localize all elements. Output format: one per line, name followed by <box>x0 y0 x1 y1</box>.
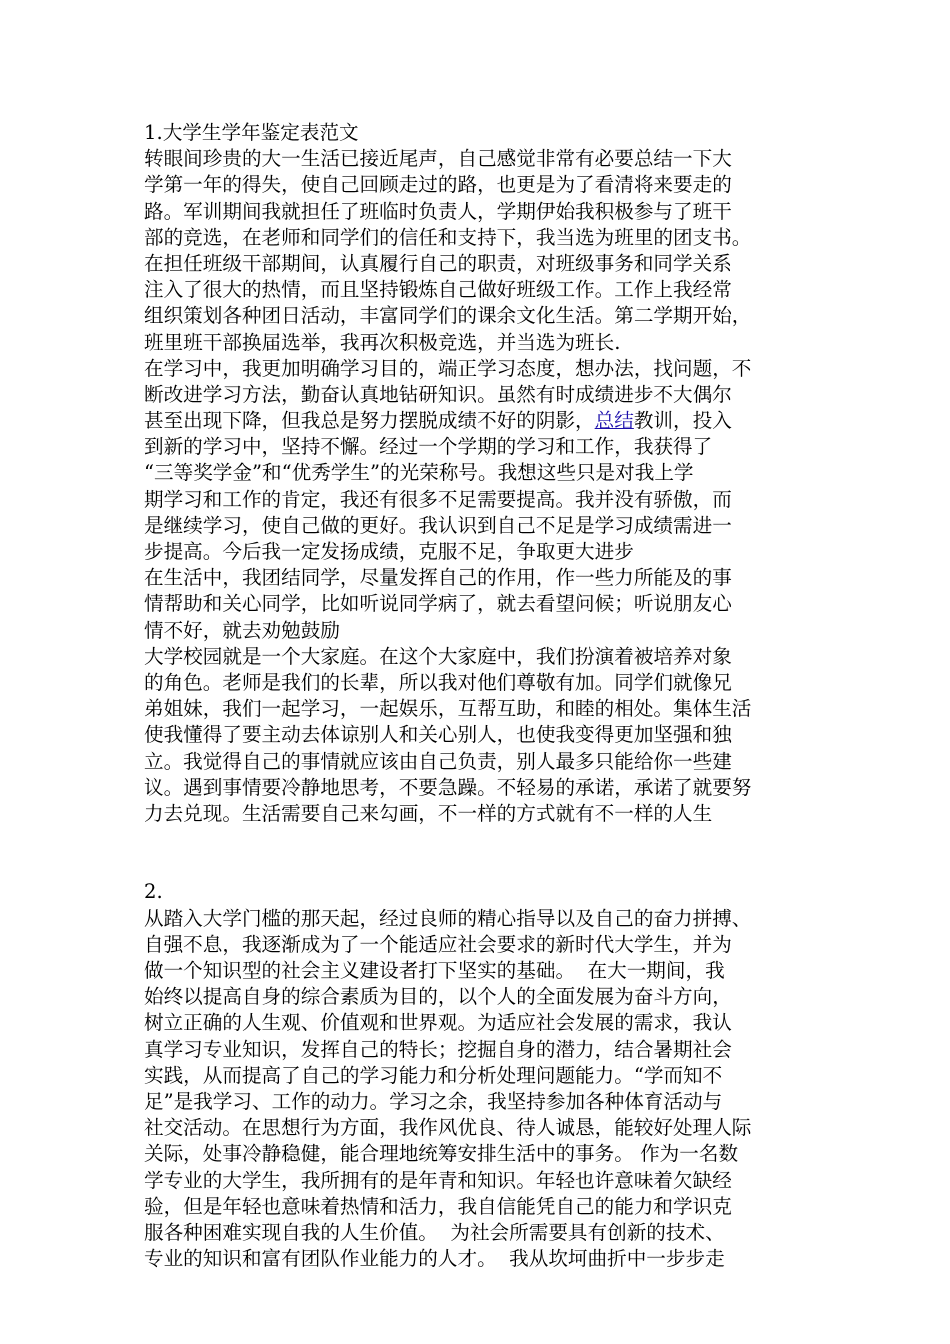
link-line-before: 甚至出现下降，但我总是努力摆脱成绩不好的阴影， <box>144 409 595 433</box>
text-line: 注入了很大的热情，而且坚持锻炼自己做好班级工作。工作上我经常 <box>144 278 732 302</box>
text-line: 大学校园就是一个大家庭。在这个大家庭中，我们扮演着被培养对象 <box>144 644 732 668</box>
text-line: 在担任班级干部期间，认真履行自己的职责，对班级事务和同学关系 <box>144 251 732 275</box>
section-1-lines-a <box>144 146 844 408</box>
link-line-after: 教训，投入 <box>633 409 732 433</box>
text-line: 实践，从而提高了自己的学习能力和分析处理问题能力。“学而知不 <box>144 1063 723 1087</box>
text-line: 做一个知识型的社会主义建设者打下坚实的基础。 在大一期间，我 <box>144 959 725 983</box>
text-line: 期学习和工作的肯定，我还有很多不足需要提高。我并没有骄傲，而 <box>144 487 732 511</box>
text-line: 社交活动。在思想行为方面，我作风优良、待人诚恳，能较好处理人际 <box>144 1116 752 1140</box>
document-page <box>144 120 844 1272</box>
text-line: 足”是我学习、工作的动力。学习之余，我坚持参加各种体育活动与 <box>144 1089 723 1113</box>
text-line: 班里班干部换届选举，我再次积极竞选，并当选为班长. <box>144 330 621 354</box>
text-line: 验，但是年轻也意味着热情和活力，我自信能凭自己的能力和学识克 <box>144 1194 732 1218</box>
text-line: 步提高。今后我一定发扬成绩，克服不足，争取更大进步 <box>144 540 634 563</box>
text-line: 的角色。老师是我们的长辈，所以我对他们尊敬有加。同学们就像兄 <box>144 670 732 694</box>
text-line: 力去兑现。生活需要自己来勾画，不一样的方式就有不一样的人生 <box>144 801 713 825</box>
text-line: 断改进学习方法，勤奋认真地钻研知识。虽然有时成绩进步不大偶尔 <box>144 382 732 406</box>
text-line: 弟姐妹，我们一起学习，一起娱乐，互帮互助，和睦的相处。集体生活 <box>144 697 752 721</box>
section-2-lines <box>144 906 844 1273</box>
text-line: 在学习中，我更加明确学习目的，端正学习态度，想办法，找问题，不 <box>144 356 752 380</box>
section-1-title: 1.大学生学年鉴定表范文 <box>144 121 359 144</box>
text-line: 立。我觉得自己的事情就应该由自己负责，别人最多只能给你一些建 <box>144 749 732 773</box>
text-line: 从踏入大学门槛的那天起，经过良师的精心指导以及自己的奋力拼搏、 <box>144 906 752 930</box>
text-line: 组织策划各种团日活动，丰富同学们的课余文化生活。第二学期开始， <box>144 304 752 328</box>
text-line: 真学习专业知识，发挥自己的特长；挖掘自身的潜力，结合暑期社会 <box>144 1037 732 1061</box>
text-line: 在生活中，我团结同学，尽量发挥自己的作用，作一些力所能及的事 <box>144 566 732 590</box>
text-line: 是继续学习，使自己做的更好。我认识到自己不足是学习成绩需进一 <box>144 513 732 537</box>
text-line: 树立正确的人生观、价值观和世界观。为适应社会发展的需求，我认 <box>144 1011 732 1035</box>
text-line: 自强不息，我逐渐成为了一个能适应社会要求的新时代大学生，并为 <box>144 932 732 956</box>
text-line: 始终以提高自身的综合素质为目的，以个人的全面发展为奋斗方向， <box>144 985 732 1009</box>
text-line: 服各种困难实现自我的人生价值。 为社会所需要具有创新的技术、 <box>144 1220 725 1244</box>
text-line: 情不好，就去劝勉鼓励 <box>144 618 340 642</box>
text-line: 情帮助和关心同学，比如听说同学病了，就去看望问候；听说朋友心 <box>144 592 732 616</box>
text-line: 关际，处事冷静稳健，能合理地统筹安排生活中的事务。 作为一名数 <box>144 1142 739 1166</box>
text-line: 议。遇到事情要冷静地思考，不要急躁。不轻易的承诺，承诺了就要努 <box>144 775 752 799</box>
text-line: 转眼间珍贵的大一生活已接近尾声，自己感觉非常有必要总结一下大 <box>144 147 732 171</box>
text-line: 路。军训期间我就担任了班临时负责人，学期伊始我积极参与了班干 <box>144 199 732 223</box>
section-2-title: 2. <box>144 880 163 904</box>
summary-link[interactable]: 总结 <box>594 409 634 433</box>
text-line: 部的竞选，在老师和同学们的信任和支持下，我当选为班里的团支书。 <box>144 225 752 249</box>
text-line: 学第一年的得失，使自己回顾走过的路，也更是为了看清将来要走的 <box>144 173 732 197</box>
text-line: “三等奖学金”和“优秀学生”的光荣称号。我想这些只是对我上学 <box>144 461 694 485</box>
text-line-with-link <box>144 408 844 434</box>
section-1-lines-b <box>144 434 844 827</box>
text-line: 使我懂得了要主动去体谅别人和关心别人，也使我变得更加坚强和独 <box>144 723 732 747</box>
text-line: 学专业的大学生，我所拥有的是年青和知识。年轻也许意味着欠缺经 <box>144 1168 732 1192</box>
text-line: 到新的学习中，坚持不懈。经过一个学期的学习和工作，我获得了 <box>144 435 713 459</box>
section-spacer <box>144 827 844 879</box>
text-line: 专业的知识和富有团队作业能力的人才。 我从坎坷曲折中一步步走 <box>144 1247 725 1271</box>
